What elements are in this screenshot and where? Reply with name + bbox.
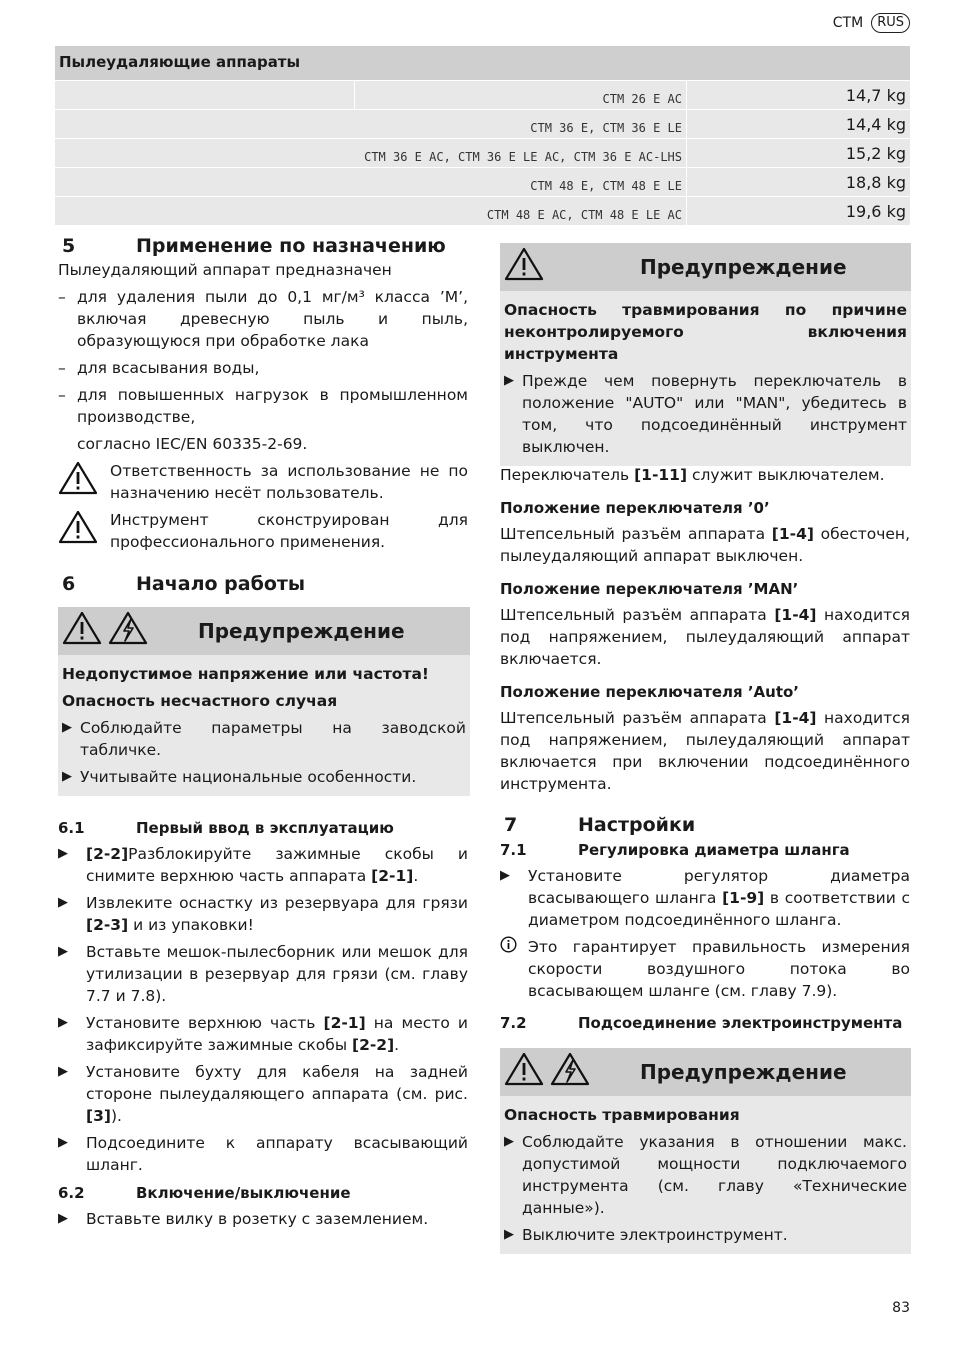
model-cell: CTM 26 E AC — [354, 81, 686, 109]
warning-triangle-icon — [58, 509, 100, 553]
paragraph-heading: Положение переключателя ’0’ — [500, 499, 770, 517]
list-item: – для удаления пыли до 0,1 мг/м³ класса ’M’, включая древесную пыль и пыль, образующуюся при обработке лака — [58, 288, 468, 350]
switch-section — [500, 464, 910, 795]
subsection-heading: 6.1 Первый ввод в эксплуатацию — [58, 819, 394, 837]
weight-cell: 14,4 kg — [686, 110, 910, 138]
warning-box — [500, 1048, 911, 1254]
intro-text: Пылеудаляющий аппарат предназначен — [58, 261, 392, 279]
list-item: ▶ Подсоедините к аппарату всасывающий шланг. — [58, 1134, 468, 1174]
page-number: 83 — [892, 1300, 910, 1316]
section-6-1 — [58, 817, 468, 1230]
list-item: ▶ Установите регулятор диаметра всасывающего шланга [1-9] в соответствии с диаметром подсоединённого шланга. — [500, 867, 910, 929]
paragraph: Переключатель [1-11] служит выключателем. — [500, 466, 885, 484]
warning-triangle-icon — [504, 246, 544, 288]
info-icon — [500, 936, 528, 1002]
info-note: Это гарантирует правильность измерения скорости воздушного потока во всасывающем шланге (см. главу 7.9). — [500, 936, 910, 1002]
subsection-heading: 6.2 Включение/выключение — [58, 1184, 351, 1202]
warning-triangle-icon — [62, 610, 102, 652]
list-item: ▶ Установите верхнюю часть [2-1] на место и зафиксируйте зажимные скобы [2-2]. — [58, 1014, 468, 1054]
electric-hazard-icon — [550, 1051, 590, 1093]
note: Ответственность за использование не по назначению несёт пользователь. — [58, 460, 468, 504]
table-row — [55, 138, 910, 167]
warning-line: Опасность травмирования — [504, 1106, 740, 1124]
list-item: ▶ Выключите электроинструмент. — [504, 1226, 788, 1244]
list-item: ▶ Извлеките оснастку из резервуара для грязи [2-3] и из упаковки! — [58, 894, 468, 934]
weight-table — [55, 46, 910, 225]
weight-cell: 19,6 kg — [686, 197, 910, 225]
paragraph: Штепсельный разъём аппарата [1-4] обесточен, пылеудаляющий аппарат выключен. — [500, 525, 910, 565]
list-item: ▶ Учитывайте национальные особенности. — [62, 768, 417, 786]
section-heading: 7 Настройки — [504, 814, 696, 836]
table-row — [55, 109, 910, 138]
section-7 — [500, 814, 910, 1034]
note: Инструмент сконструирован для профессионального применения. — [58, 509, 468, 553]
table-row — [55, 196, 910, 225]
section-heading: 6 Начало работы — [62, 573, 306, 595]
model-cell: CTM 48 E AC, CTM 48 E LE AC — [55, 197, 686, 225]
electric-hazard-icon — [108, 610, 148, 652]
list-item: ▶ Вставьте вилку в розетку с заземлением. — [58, 1210, 429, 1228]
warning-triangle-icon — [504, 1051, 544, 1093]
list-item: ▶ Прежде чем повернуть переключатель в положение "AUTO" или "MAN", убедитесь в том, что подсоединённый инструмент выключен. — [504, 372, 907, 456]
warning-triangle-icon — [58, 460, 100, 504]
table-cell — [55, 81, 354, 109]
list-item: ▶ [2-2]Разблокируйте зажимные скобы и снимите верхнюю часть аппарата [2-1]. — [58, 845, 468, 885]
warning-box — [58, 607, 470, 796]
page-header — [833, 12, 910, 34]
section-6 — [58, 573, 468, 595]
warning-title: Предупреждение — [640, 255, 847, 279]
list-item: ▶ Вставьте мешок-пылесборник или мешок для утилизации в резервуар для грязи (см. главу 7.7 и 7.8). — [58, 943, 468, 1005]
list-item: ▶ Соблюдайте параметры на заводской табличке. — [62, 719, 466, 759]
warning-line: Опасность несчастного случая — [62, 692, 338, 710]
table-row — [55, 80, 910, 109]
language-badge: RUS — [871, 13, 910, 33]
warning-title: Предупреждение — [198, 619, 405, 643]
norm-text: согласно IEC/EN 60335-2-69. — [77, 435, 308, 453]
weight-cell: 18,8 kg — [686, 168, 910, 196]
subsection-heading: 7.2 Подсоединение электроинструмента — [500, 1014, 903, 1032]
warning-line: Недопустимое напряжение или частота! — [62, 665, 429, 683]
section-5 — [58, 235, 468, 553]
warning-title: Предупреждение — [640, 1060, 847, 1084]
list-item: ▶ Установите бухту для кабеля на задней стороне пылеудаляющего аппарата (см. рис. [3]). — [58, 1063, 468, 1125]
product-code: CTM — [832, 15, 864, 31]
list-item: – для повышенных нагрузок в промышленном производстве, — [58, 386, 468, 426]
paragraph: Штепсельный разъём аппарата [1-4] находится под напряжением, пылеудаляющий аппарат включается при включении подсоединённого инструмента. — [500, 709, 910, 793]
list-item: – для всасывания воды, — [58, 359, 260, 377]
list-item: ▶ Соблюдайте указания в отношении макс. допустимой мощности подключаемого инструмента (см. главу «Технические данные»). — [504, 1133, 907, 1217]
model-cell: CTM 36 E, CTM 36 E LE — [55, 110, 686, 138]
subsection-heading: 7.1 Регулировка диаметра шланга — [500, 841, 850, 859]
table-title: Пылеудаляющие аппараты — [55, 46, 910, 80]
paragraph-heading: Положение переключателя ’MAN’ — [500, 580, 799, 598]
section-heading: 5 Применение по назначению — [62, 235, 446, 257]
warning-line: Опасность травмирования по причине неконтролируемого включения инструмента — [504, 301, 907, 363]
paragraph-heading: Положение переключателя ’Auto’ — [500, 683, 800, 701]
warning-box — [500, 243, 911, 466]
weight-cell: 14,7 kg — [686, 81, 910, 109]
model-cell: CTM 48 E, CTM 48 E LE — [55, 168, 686, 196]
weight-cell: 15,2 kg — [686, 139, 910, 167]
table-row — [55, 167, 910, 196]
model-cell: CTM 36 E AC, CTM 36 E LE AC, CTM 36 E AC-LHS — [55, 139, 686, 167]
paragraph: Штепсельный разъём аппарата [1-4] находится под напряжением, пылеудаляющий аппарат включается. — [500, 606, 910, 668]
